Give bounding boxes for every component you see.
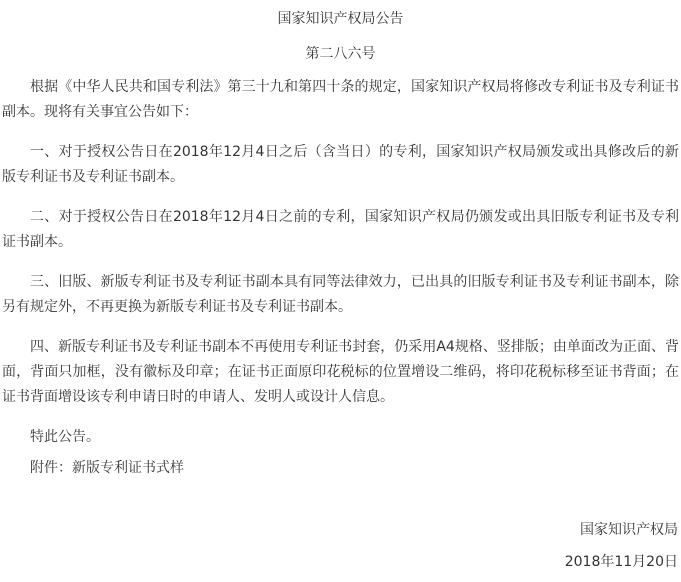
announcement-title: 国家知识产权局公告	[277, 11, 404, 27]
announcement-number: 第二八六号	[305, 46, 376, 62]
signature-date: 2018年11月20日	[564, 554, 678, 570]
paragraph-item-1: 一、对于授权公告日在2018年12月4日之后（含当日）的专利，国家知识产权局颁发或出具修改后的新版专利证书及专利证书副本。	[2, 144, 679, 185]
paragraph-item-2: 二、对于授权公告日在2018年12月4日之前的专利，国家知识产权局仍颁发或出具旧版专利证书及专利证书副本。	[2, 209, 679, 250]
closing-statement: 特此公告。	[30, 429, 100, 445]
paragraph-item-4: 四、新版专利证书及专利证书副本不再使用专利证书封套，仍采用A4规格、竖排版；由单面改为正面、背面，背面只加框，没有徽标及印章；在证书正面原印花税标的位置增设二维码，将印花税标移至证书背面；在证书背面增设该专利申请日时的申请人、发明人或设计人信息。	[2, 339, 679, 405]
paragraph-intro: 根据《中华人民共和国专利法》第三十九和第四十条的规定，国家知识产权局将修改专利证书及专利证书副本。现将有关事宜公告如下：	[2, 79, 679, 120]
signature-organization: 国家知识产权局	[580, 522, 678, 538]
paragraph-item-3: 三、旧版、新版专利证书及专利证书副本具有同等法律效力，已出具的旧版专利证书及专利证书副本，除另有规定外，不再更换为新版专利证书及专利证书副本。	[2, 274, 679, 315]
attachment-link[interactable]: 附件：新版专利证书式样	[30, 460, 184, 476]
announcement-body	[2, 75, 679, 496]
